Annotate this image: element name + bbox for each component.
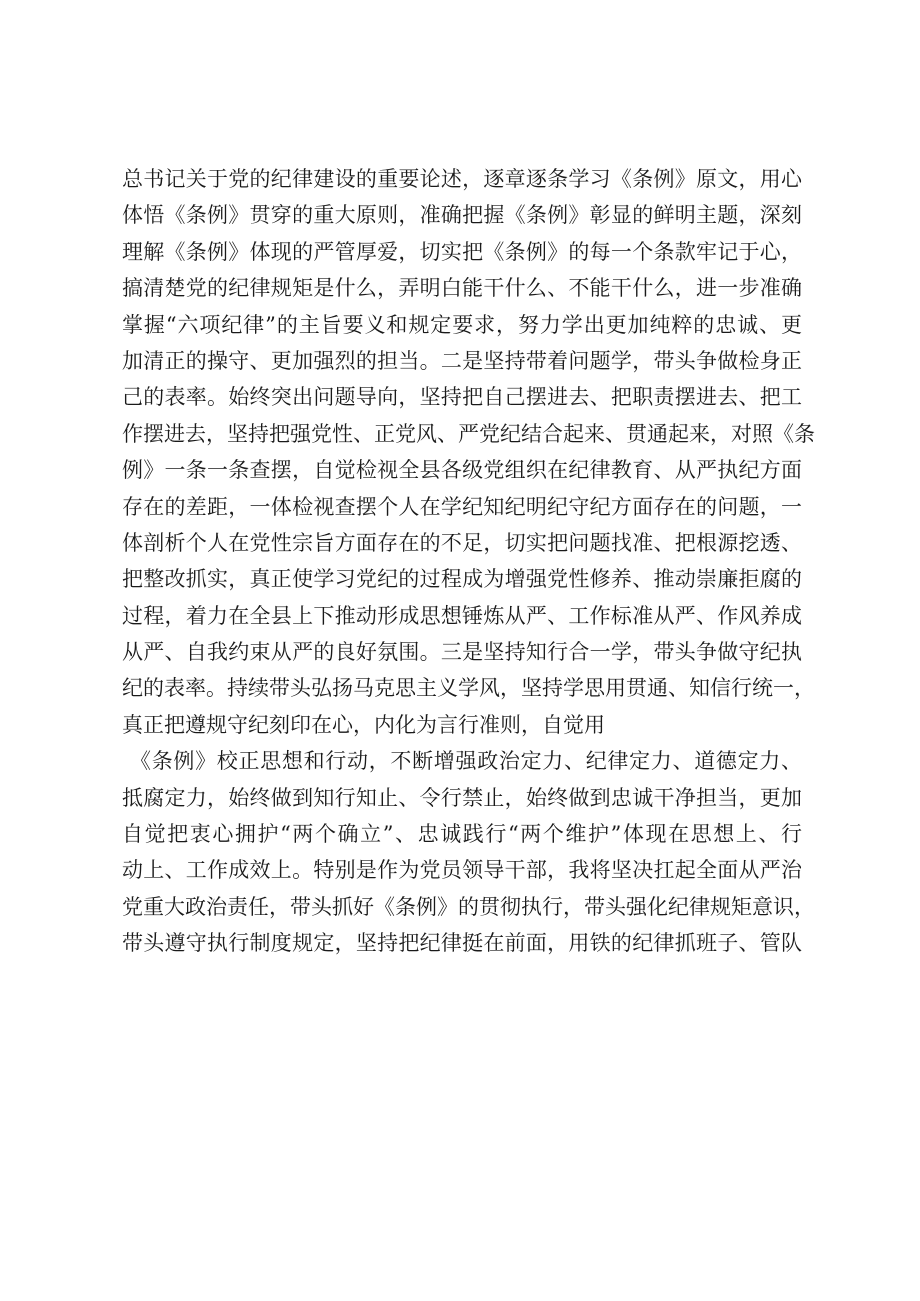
- text-line: 把整改抓实，真正使学习党纪的过程成为增强党性修养、推动崇廉拒腐的: [122, 567, 802, 592]
- text-line: 抵腐定力，始终做到知行知止、令行禁止，始终做到忠诚干净担当，更加: [122, 785, 802, 810]
- text-line: 理解《条例》体现的严管厚爱，切实把《条例》的每一个条款牢记于心，: [122, 239, 802, 264]
- text-line: 党重大政治责任，带头抓好《条例》的贯彻执行，带头强化纪律规矩意识，: [122, 894, 815, 919]
- text-line: 自觉把衷心拥护“两个确立”、忠诚践行“两个维护”体现在思想上、行: [122, 822, 802, 847]
- text-line: 例》一条一条查摆，自觉检视全县各级党组织在纪律教育、从严执纪方面: [122, 458, 802, 483]
- text-line: 体悟《条例》贯穿的重大原则，准确把握《条例》彰显的鲜明主题，深刻: [122, 203, 802, 228]
- text-line: 总书记关于党的纪律建设的重要论述，逐章逐条学习《条例》原文，用心: [122, 167, 802, 191]
- text-line: 动上、工作成效上。特别是作为党员领导干部，我将坚决扛起全面从严治: [122, 858, 802, 883]
- text-line: 作摆进去，坚持把强党性、正党风、严党纪结合起来、贯通起来，对照《条: [122, 421, 815, 446]
- text-line: 《条例》校正思想和行动，不断增强政治定力、纪律定力、道德定力、: [130, 749, 802, 774]
- text-line: 搞清楚党的纪律规矩是什么，弄明白能干什么、不能干什么，进一步准确: [122, 276, 802, 301]
- text-line: 真正把遵规守纪刻印在心，内化为言行准则，自觉用: [122, 712, 605, 737]
- text-line: 从严、自我约束从严的良好氛围。三是坚持知行合一学，带头争做守纪执: [122, 640, 802, 665]
- text-line: 己的表率。始终突出问题导向，坚持把自己摆进去、把职责摆进去、把工: [122, 385, 802, 410]
- document-body: [122, 161, 815, 962]
- text-line: 纪的表率。持续带头弘扬马克思主义学风，坚持学思用贯通、知信行统一，: [122, 676, 815, 701]
- text-line: 掌握“六项纪律”的主旨要义和规定要求，努力学出更加纯粹的忠诚、更: [122, 312, 802, 337]
- text-line: 过程，着力在全县上下推动形成思想锤炼从严、工作标准从严、作风养成: [122, 603, 802, 628]
- text-line: 带头遵守执行制度规定，坚持把纪律挺在前面，用铁的纪律抓班子、管队: [122, 931, 802, 956]
- text-line: 体剖析个人在党性宗旨方面存在的不足，切实把问题找准、把根源挖透、: [122, 530, 802, 555]
- text-line: 加清正的操守、更加强烈的担当。二是坚持带着问题学，带头争做检身正: [122, 348, 802, 373]
- text-line: 存在的差距，一体检视查摆个人在学纪知纪明纪守纪方面存在的问题，一: [122, 494, 802, 519]
